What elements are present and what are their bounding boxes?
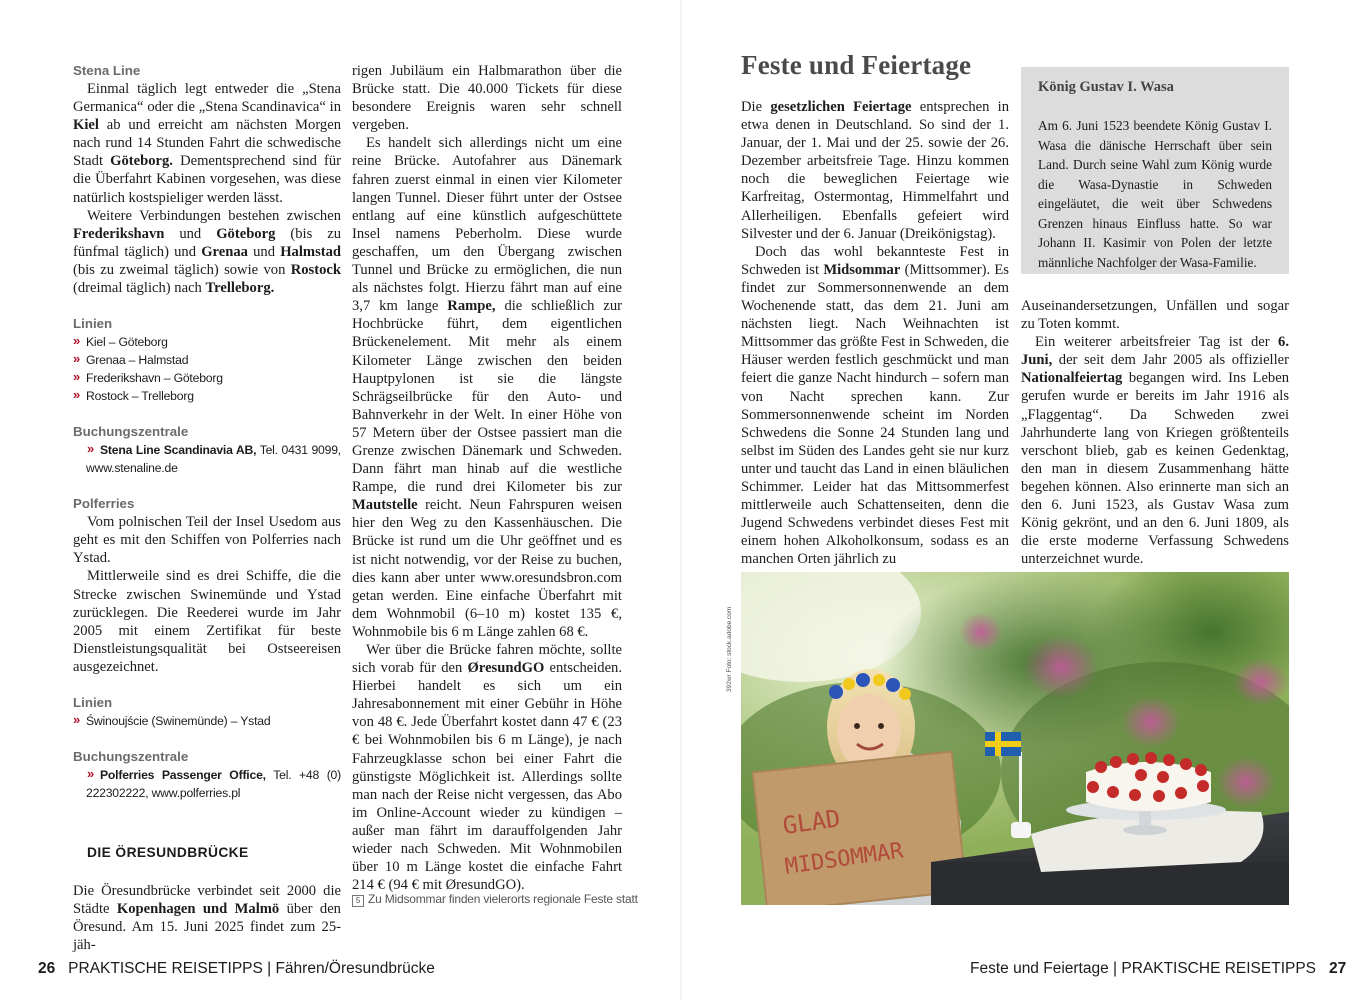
- text-run: Es handelt sich allerdings nicht um eine reine Brücke. Autofahrer aus Dänemark fahren zuerst einmal in einen vier Kilometer langen Tunnel. Dieser führt unter der Ostsee entlang auf eine künstlich aufgeschüttete Insel namens Peberholm. Diese wurde geschaffen, um den Übergang zwischen Tunnel und Brücke zu ermöglichen, die nun als nächstes folgt. Hierzu fährt man auf eine 3,7 km lange: [352, 135, 622, 315]
- route-label: Kiel – Göteborg: [86, 335, 168, 350]
- bold-text: Mautstelle: [352, 497, 418, 514]
- stena-line-heading: Stena Line: [73, 63, 141, 78]
- photo-reference-icon: 5: [352, 895, 364, 907]
- text-run: und: [164, 225, 217, 242]
- bold-text: ØresundGO: [467, 660, 545, 677]
- bold-text: Göteborg.: [110, 153, 173, 170]
- text-run: Die Öresundbrücke verbindet seit 2000 die Städte: [73, 883, 341, 918]
- route-label: Frederikshavn – Göteborg: [86, 371, 223, 386]
- sign-line-2: MIDSOMMAR: [783, 838, 905, 880]
- double-chevron-icon: »: [73, 387, 81, 403]
- double-chevron-icon: »: [73, 333, 81, 349]
- photo-credit-text: 392wr Foto: stock.adobe.com: [726, 606, 733, 692]
- text-run: Dementsprechend sind für die Überfahrt Kabinen vorgesehen, was diese natürlich kostspieliger werden lässt.: [73, 153, 341, 206]
- text-run: Tel. +48 (0) 222302222, www.polferries.pl: [86, 767, 341, 800]
- text-run: der seit dem Jahr 2005 als offizieller: [1052, 352, 1289, 369]
- national-day-paragraph-1: Auseinandersetzungen, Unfällen und sogar zu Toten kommt.: [1021, 298, 1289, 333]
- text-run: (Mittsommer). Es findet zur Sommersonnenwende an dem Wochenende statt, das dem 21. Juni am nächsten liegt. Nach Weihnachten ist Mittsommer das größte Fest in Schweden, die Häuser werden festlich geschmückt und man feiert die ganze Nacht hindurch – sofern man von Nacht sprechen kann. Zur Sommersonnenwende scheint im Norden Schwedens die Sonne 24 Stunden lang und selbst im Süden des Landes geht sie nur kurz unter und taucht das Land in einen bläulichen Schimmer. Leider hat das Mittsommerfest mittlerweile auch Schattenseiten, denn die Jugend Schwedens verbindet dieses Fest mit einem hohen Alkoholkonsum, sodass es an manchen Orten jährlich zu: [741, 261, 1009, 568]
- left-page-column-2: [352, 62, 622, 894]
- double-chevron-icon: »: [87, 765, 95, 781]
- bold-text: Rostock: [290, 261, 341, 278]
- text-run: Doch das wohl bekannteste Fest in Schweden ist: [741, 243, 1009, 278]
- bold-text: gesetzlichen Feiertage: [770, 99, 912, 115]
- text-run: reicht. Neun Fahrspuren weisen hier den Weg zu den Kassenhäuschen. Die Brücke ist rund um die Uhr geöffnet und es ist nicht notwendig, vor der Reise zu buchen, dies kann aber unter www.oresundsbron.com getan werden. Eine einfache Überfahrt mit dem Wohnmobil (6–10 m) kostet 135 €, Wohnmobile bis 6 m Länge zahlen 68 €.: [352, 497, 622, 640]
- polferries-paragraph-2: Mittlerweile sind es drei Schiffe, die die Strecke zwischen Swinemünde und Ystad zurücklegen. Die Reederei wurde im Jahr 2005 mit einem Zertifikat für beste Dienstleistungsqualität bei Ostseereisen ausgezeichnet.: [73, 568, 341, 675]
- photo-caption-text: Zu Midsommar finden vielerorts regionale Feste statt: [368, 892, 638, 906]
- bold-text: Rampe,: [447, 298, 496, 315]
- bold-text: Midsommar: [823, 261, 901, 278]
- text-run: entsprechen in etwa denen in Deutschland. So sind der 1. Januar, der 1. Mai und der 25. sowie der 26. Dezember arbeitsfreie Tage. Hinzu kommen noch die beweglichen Feiertage wie Karfreitag, Ostermontag, Himmelfahrt und Allerheiligen. Ebenfalls gefeiert wird Silvester und der 6. Januar (Dreikönigstag).: [741, 99, 1009, 242]
- national-day-paragraph-2: [1021, 333, 1289, 568]
- text-run: Weitere Verbindungen bestehen zwischen: [87, 207, 341, 224]
- polferries-routes-list: [73, 712, 341, 730]
- info-box: [1021, 67, 1289, 274]
- left-page-column-1: [73, 62, 341, 954]
- bold-text: Nationalfeiertag: [1021, 370, 1123, 387]
- bold-text: 6. Juni,: [1021, 334, 1289, 369]
- route-label: Grenaa – Halmstad: [86, 353, 189, 368]
- bold-text: Göteborg: [216, 225, 276, 242]
- page-title: Feste und Feiertage: [741, 50, 972, 80]
- text-run: (dreimal täglich) nach: [73, 280, 206, 297]
- right-page-column-2: [1021, 297, 1289, 568]
- holidays-paragraph-2: [741, 243, 1009, 569]
- bold-text: Stena Line Scandinavia AB,: [100, 443, 257, 458]
- bold-text: Polferries Passenger Office,: [100, 767, 266, 782]
- text-run: (bis zu fünfmal täglich) und: [73, 225, 342, 260]
- text-run: und: [247, 243, 281, 260]
- photo-credit: [726, 572, 738, 692]
- midsommar-photo-illustration: [741, 572, 1289, 905]
- text-run: Einmal täglich legt entweder die „Stena Germanica“ oder die „Stena Scandinavica“ in: [73, 81, 341, 116]
- linien-heading: Linien: [73, 316, 113, 332]
- text-run: entscheiden. Hierbei handelt es sich um ein Jahresabonnement mit einer Gebühr in Höhe von 48 €. Jede Überfahrt kostet dann 47 € (23 € bei Wohnmobilen bis 6 m Länge), je nach Fahrzeugklasse schon bei einer Fahrt die günstigste Möglichkeit ist. Allerdings sollte man nach der Reise nicht vergessen, das Abo im Online-Account wieder zu kündigen – außer man fährt im darauffolgenden Jahr wieder nach Schweden. Mit Wohnmobilen über 10 m Länge kostet die einfache Fahrt 214 € (94 € mit ØresundGO).: [352, 660, 623, 894]
- left-page-number: 26: [38, 960, 56, 977]
- holidays-paragraph-1: [741, 98, 1009, 243]
- text-run: über den Öresund. Am 15. Juni 2025 findet zum 25-jäh-: [73, 901, 341, 954]
- polferries-booking-heading: Buchungszentrale: [73, 748, 189, 764]
- route-item: [73, 387, 341, 405]
- text-run: begangen wird. Ins Leben gerufen wurde er bereits im Jahr 1916 als „Flaggentag“. Da Schweden zwei Jahrhunderte lang von Kriegen größtenteils verschont blieb, gab es keinen Gedenktag, den man in diesem Zusammenhang hätte begehen können. Also erinnerte man sich an den 6. Juni 1523, als Gustav Wasa zum König gekrönt, und an den 6. Juni 1809, als die erste moderne Verfassung Schwedens unterzeichnet wurde.: [1021, 370, 1289, 568]
- stena-paragraph-1: [73, 80, 341, 207]
- right-page-column-1: [741, 98, 1009, 568]
- text-run: (bis zu zweimal täglich) sowie von: [73, 261, 291, 278]
- bold-text: Grenaa: [201, 243, 248, 260]
- right-page-number: 27: [1328, 960, 1347, 977]
- polferries-paragraph-1: Vom polnischen Teil der Insel Usedom aus geht es mit den Schiffen von Polferries nach Ystad.: [73, 514, 341, 567]
- route-item: [73, 369, 341, 387]
- left-running-head: PRAKTISCHE REISETIPPS | Fähren/Öresundbrücke: [68, 960, 435, 977]
- text-run: die schließlich zur Hochbrücke führt, dem eigentlichen Brückenelement. Mit mehr als einem Kilometer Länge zwischen den beiden Hauptpylonen ist sie die längste Schrägseilbrücke für den Auto- und Bahnverkehr in der Welt. In einer Höhe von 57 Metern über der Ostsee passiert man die Grenze zwischen Dänemark und Schweden. Dann fährt man hinab auf die westliche Rampe, die rund drei Kilometer bis zur: [352, 298, 622, 496]
- text-run: Die: [741, 99, 771, 115]
- polferries-booking-text: [86, 768, 341, 800]
- bold-text: Kopenhagen und Malmö: [116, 901, 280, 918]
- route-item: [73, 333, 341, 351]
- bridge-paragraph-3: [352, 641, 622, 894]
- oresund-paragraph-1: [73, 882, 341, 954]
- sign-line-1: GLAD: [780, 804, 843, 841]
- double-chevron-icon: »: [73, 711, 81, 727]
- polferries-heading: Polferries: [73, 496, 135, 512]
- polferries-booking-entry: [73, 766, 341, 802]
- photo-caption: [352, 892, 638, 907]
- double-chevron-icon: »: [73, 369, 81, 385]
- swedish-flag-icon: [985, 732, 1021, 756]
- route-item: [73, 712, 341, 730]
- bold-text: Frederikshavn: [73, 225, 165, 242]
- polferries-linien-heading: Linien: [73, 694, 113, 710]
- bold-text: Kiel: [73, 117, 99, 134]
- stena-paragraph-2: [73, 207, 341, 297]
- bold-text: Trelleborg.: [205, 280, 275, 297]
- right-running-head: Feste und Feiertage | PRAKTISCHE REISETIPPS: [970, 960, 1317, 977]
- text-run: ab und erreicht am nächsten Morgen nach rund 14 Stunden Fahrt die schwedische Stadt: [73, 117, 341, 170]
- double-chevron-icon: »: [73, 351, 81, 367]
- text-run: Ein weiterer arbeitsfreier Tag ist der: [1035, 334, 1279, 351]
- route-item: [73, 351, 341, 369]
- page-gutter: [680, 0, 682, 1000]
- double-chevron-icon: »: [87, 441, 95, 457]
- route-label: Świnoujście (Swinemünde) – Ystad: [86, 713, 271, 728]
- section-title-oresundbruecke: DIE ÖRESUNDBRÜCKE: [87, 844, 249, 860]
- booking-heading: Buchungszentrale: [73, 424, 189, 440]
- stena-routes-list: [73, 333, 341, 405]
- bridge-paragraph-2: [352, 134, 622, 641]
- midsommar-photo: [741, 572, 1289, 905]
- text-run: Wer über die Brücke fahren möchte, sollte sich vorab für den: [352, 642, 622, 677]
- route-label: Rostock – Trelleborg: [86, 389, 194, 404]
- stena-booking-entry: [73, 441, 341, 477]
- left-footer: [38, 960, 435, 978]
- info-box-title: König Gustav I. Wasa: [1038, 79, 1174, 95]
- stena-booking-text: [86, 443, 341, 475]
- right-footer: [970, 960, 1346, 978]
- text-run: Tel. 0431 9099, www.stenaline.de: [86, 443, 341, 476]
- info-box-text: Am 6. Juni 1523 beendete König Gustav I. Wasa die dänische Herrschaft über sein Land. Durch seine Wahl zum König wurde die Wasa-Dynastie in Schweden eingeläutet, die weit über Schwedens Grenzen hinaus Einfluss hatte. So war Johann II. Kasimir von Polen der letzte männliche Nachfolger der Wasa-Familie.: [1038, 118, 1272, 270]
- bold-text: Halmstad: [280, 243, 342, 260]
- bridge-paragraph-1: rigen Jubiläum ein Halbmarathon über die Brücke statt. Die 40.000 Tickets für diese besondere Ereignis waren sehr schnell vergeben.: [352, 63, 622, 134]
